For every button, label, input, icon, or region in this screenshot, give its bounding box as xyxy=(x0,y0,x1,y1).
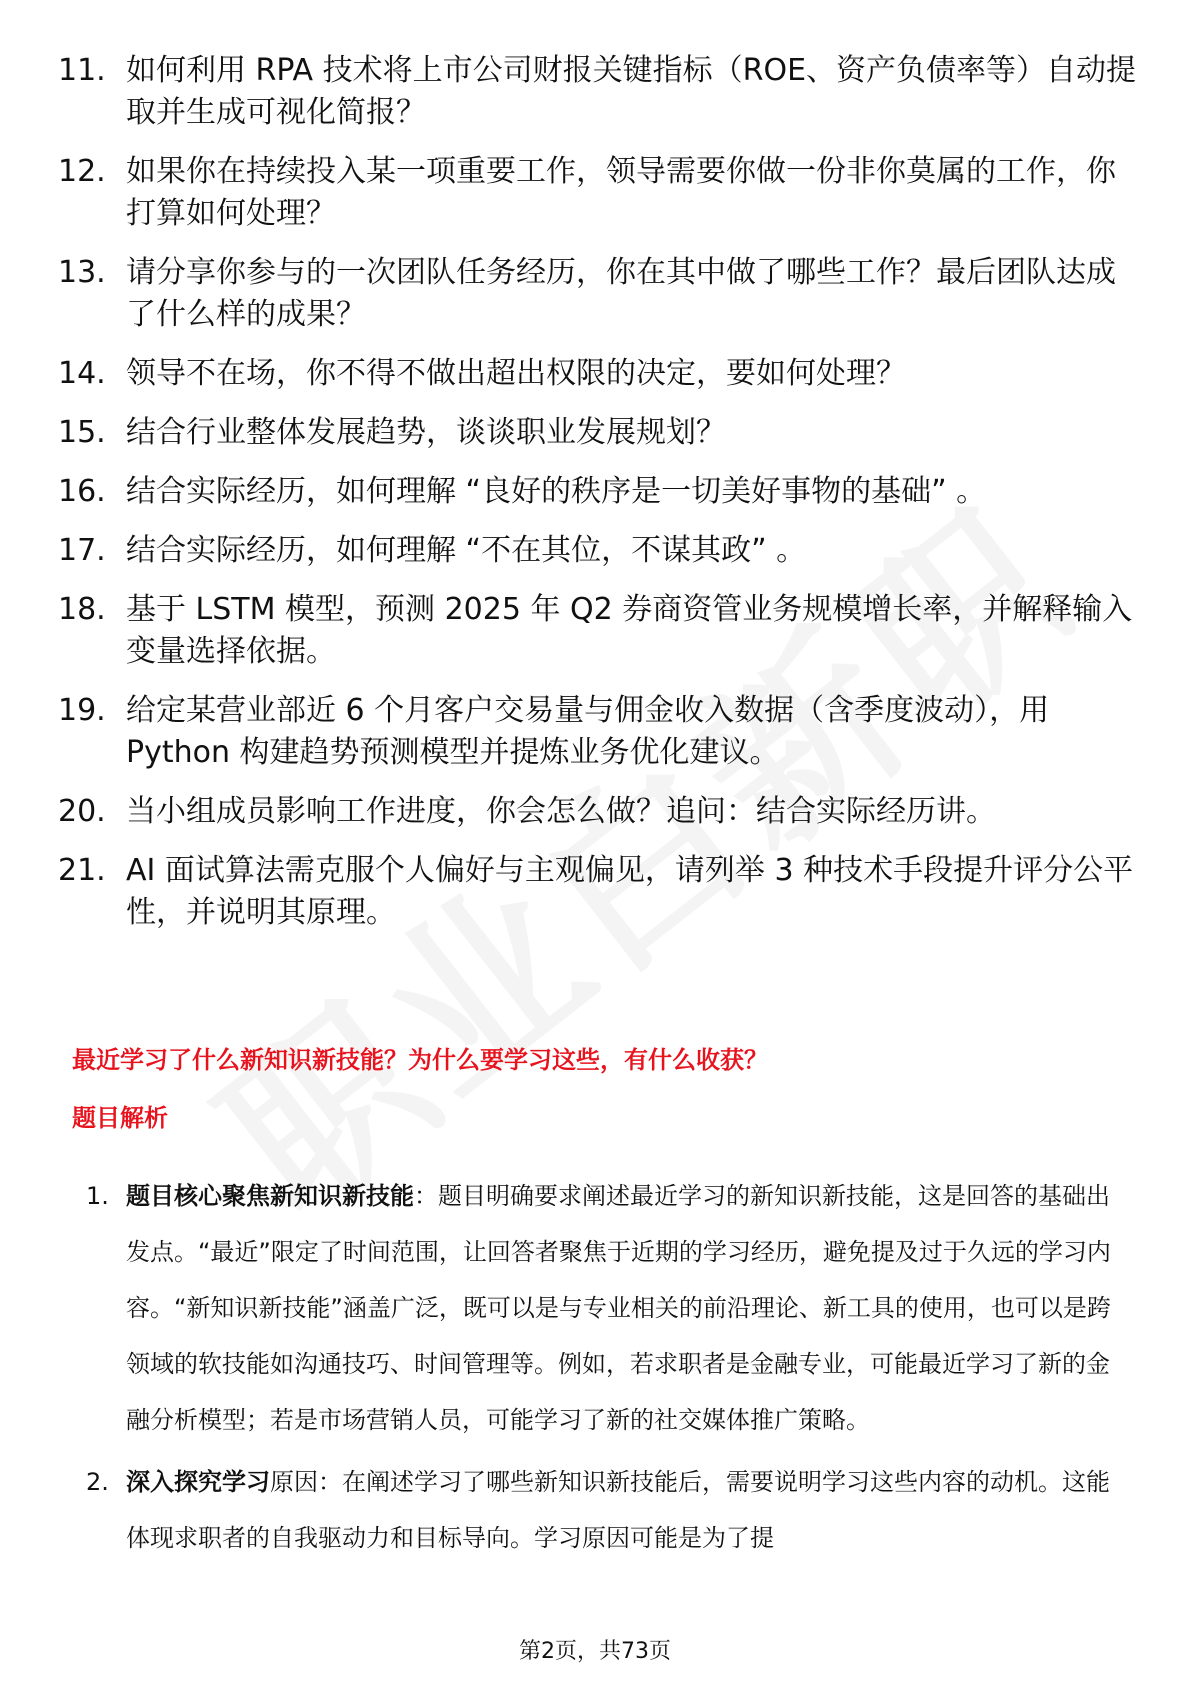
analysis-list xyxy=(86,1168,1126,1572)
analysis-heading: 深入探究学习 xyxy=(126,1468,270,1496)
question-text: 给定某营业部近 6 个月客户交易量与佣金收入数据（含季度波动），用 Python 构建趋势预测模型并提炼业务优化建议。 xyxy=(126,693,1050,770)
question-text: 结合行业整体发展趋势，谈谈职业发展规划？ xyxy=(126,415,726,450)
question-item xyxy=(58,50,1138,134)
question-item xyxy=(58,530,1138,572)
analysis-number: 1. xyxy=(86,1182,109,1210)
question-text: 基于 LSTM 模型，预测 2025 年 Q2 券商资管业务规模增长率，并解释输入变量选择依据。 xyxy=(126,592,1133,669)
question-number: 11. xyxy=(58,53,106,88)
question-number: 14. xyxy=(58,356,106,391)
question-item xyxy=(58,690,1138,774)
analysis-heading: 题目核心聚焦新知识新技能 xyxy=(126,1182,414,1210)
question-number: 18. xyxy=(58,592,106,627)
question-item xyxy=(58,850,1138,934)
question-number: 15. xyxy=(58,415,106,450)
section-subtitle: 题目解析 xyxy=(72,1104,168,1132)
question-item xyxy=(58,252,1138,336)
analysis-text: 原因：在阐述学习了哪些新知识新技能后，需要说明学习这些内容的动机。这能体现求职者的自我驱动力和目标导向。学习原因可能是为了提 xyxy=(126,1468,1110,1552)
analysis-item xyxy=(86,1168,1126,1448)
question-item xyxy=(58,471,1138,513)
question-number: 17. xyxy=(58,533,106,568)
analysis-text: ：题目明确要求阐述最近学习的新知识新技能，这是回答的基础出发点。“最近”限定了时间范围，让回答者聚焦于近期的学习经历，避免提及过于久远的学习内容。“新知识新技能”涵盖广泛，既可以是与专业相关的前沿理论、新工具的使用，也可以是跨领域的软技能如沟通技巧、时间管理等。例如，若求职者是金融专业，可能最近学习了新的金融分析模型；若是市场营销人员，可能学习了新的社交媒体推广策略。 xyxy=(126,1182,1111,1434)
question-item xyxy=(58,151,1138,235)
question-text: 如何利用 RPA 技术将上市公司财报关键指标（ROE、资产负债率等）自动提取并生成可视化简报？ xyxy=(126,53,1137,130)
question-text: 请分享你参与的一次团队任务经历，你在其中做了哪些工作？最后团队达成了什么样的成果？ xyxy=(126,255,1116,332)
question-text: AI 面试算法需克服个人偏好与主观偏见，请列举 3 种技术手段提升评分公平性，并说明其原理。 xyxy=(126,853,1134,930)
analysis-item xyxy=(86,1454,1126,1566)
analysis-number: 2. xyxy=(86,1468,109,1496)
question-number: 20. xyxy=(58,794,106,829)
question-list xyxy=(58,50,1138,951)
question-text: 当小组成员影响工作进度，你会怎么做？追问：结合实际经历讲。 xyxy=(126,794,996,829)
section-title: 最近学习了什么新知识新技能？为什么要学习这些，有什么收获？ xyxy=(72,1046,768,1074)
question-text: 结合实际经历，如何理解 “良好的秩序是一切美好事物的基础” 。 xyxy=(126,474,987,509)
question-number: 16. xyxy=(58,474,106,509)
question-number: 21. xyxy=(58,853,106,888)
page-footer: 第2页，共73页 xyxy=(519,1639,671,1664)
question-number: 19. xyxy=(58,693,106,728)
question-text: 如果你在持续投入某一项重要工作，领导需要你做一份非你莫属的工作，你打算如何处理？ xyxy=(126,154,1116,231)
question-item xyxy=(58,353,1138,395)
question-item xyxy=(58,589,1138,673)
question-text: 领导不在场，你不得不做出超出权限的决定，要如何处理？ xyxy=(126,356,906,391)
question-item xyxy=(58,791,1138,833)
question-number: 13. xyxy=(58,255,106,290)
question-text: 结合实际经历，如何理解 “不在其位，不谋其政” 。 xyxy=(126,533,807,568)
question-number: 12. xyxy=(58,154,106,189)
question-item xyxy=(58,412,1138,454)
